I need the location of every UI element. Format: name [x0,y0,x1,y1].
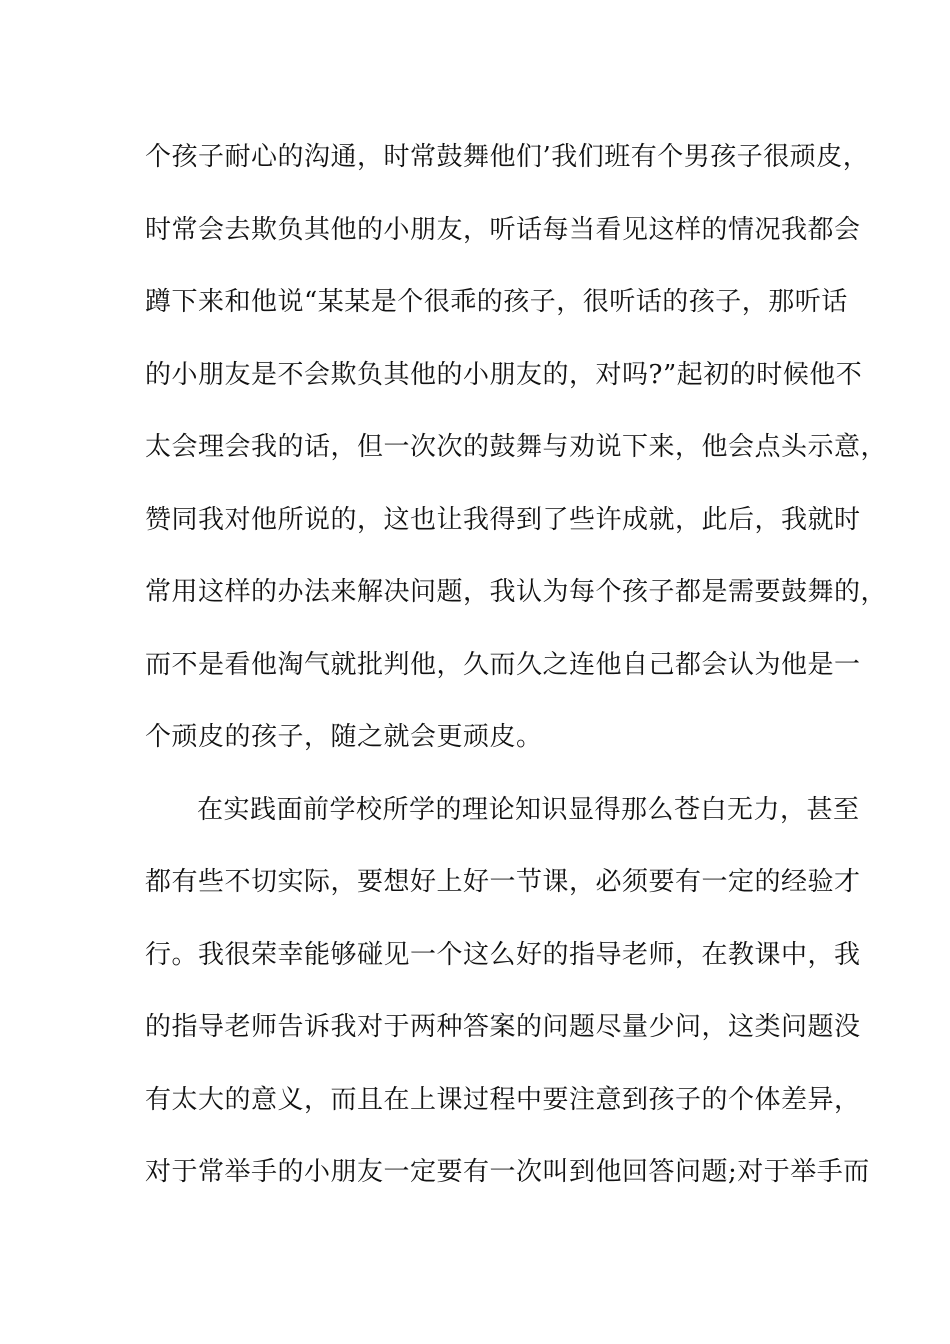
text-line: 蹲下来和他说“某某是个很乖的孩子，很听话的孩子，那听话 [145,287,848,317]
paragraph-start-line: 在实践面前学校所学的理论知识显得那么苍白无力，甚至 [197,794,860,825]
text-line: 赞同我对他所说的，这也让我得到了些许成就，此后，我就时 [145,504,861,535]
text-line: 的指导老师告诉我对于两种答案的问题尽量少问，这类问题没 [145,1012,861,1042]
text-line: 行。我很荣幸能够碰见一个这么好的指导老师，在教课中，我 [145,939,861,970]
text-line: 个顽皮的孩子，随之就会更顽皮。 [145,722,543,752]
body-text [145,132,888,1220]
text-line: 个孩子耐心的沟通，时常鼓舞他们’我们班有个男孩子很顽皮， [145,142,870,172]
text-line: 常用这样的办法来解决问题，我认为每个孩子都是需要鼓舞的， [145,577,888,607]
text-line: 太会理会我的话，但一次次的鼓舞与劝说下来，他会点头示意， [145,432,888,462]
text-line: 对于常举手的小朋友一定要有一次叫到他回答问题;对于举手而 [145,1157,870,1187]
text-line: 而不是看他淘气就批判他，久而久之连他自己都会认为他是一 [145,649,861,680]
text-line: 的小朋友是不会欺负其他的小朋友的，对吗?”起初的时候他不 [145,359,863,390]
text-line: 时常会去欺负其他的小朋友，听话每当看见这样的情况我都会 [145,214,861,245]
text-line: 都有些不切实际，要想好上好一节课，必须要有一定的经验才 [145,867,861,897]
text-line: 有太大的意义，而且在上课过程中要注意到孩子的个体差异， [145,1084,861,1115]
